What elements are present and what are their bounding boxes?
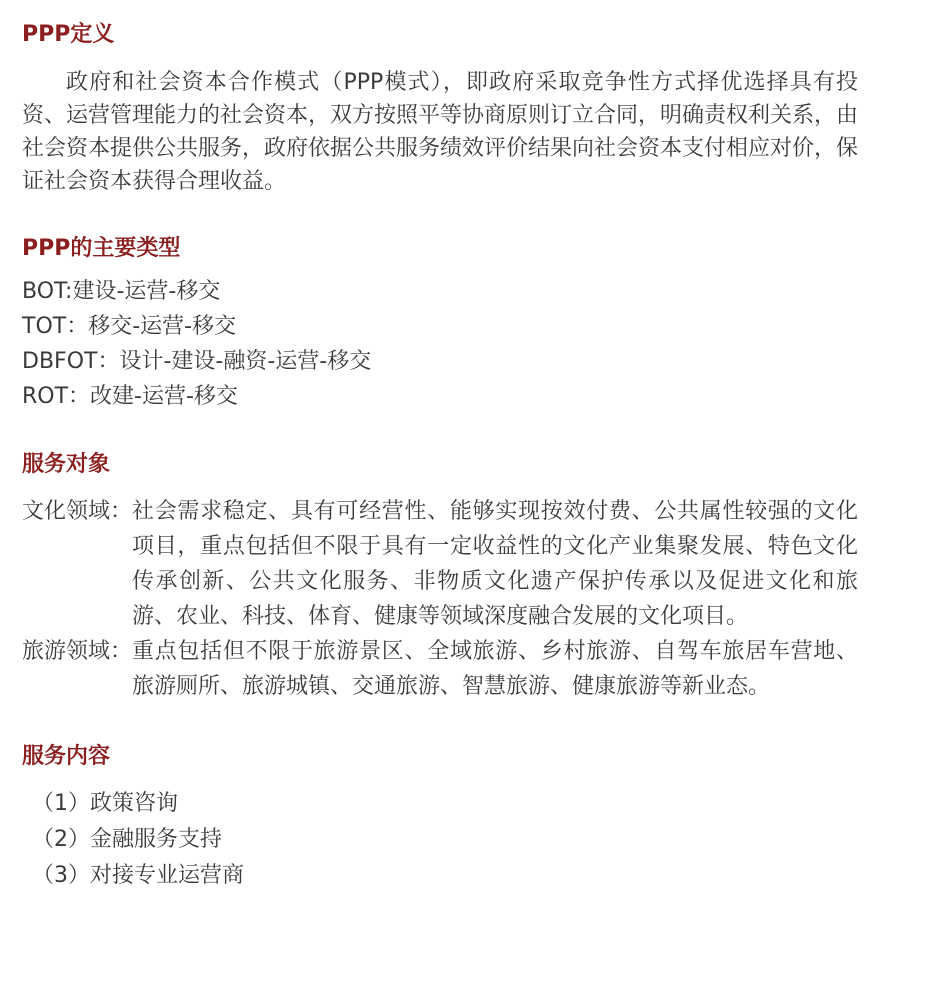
- section-title-types: PPP的主要类型: [22, 236, 181, 261]
- types-list: [22, 274, 940, 414]
- definition-paragraph: 政府和社会资本合作模式（PPP模式），即政府采取竞争性方式择优选择具有投资、运营管理能力的社会资本，双方按照平等协商原则订立合同，明确责权利关系，由社会资本提供公共服务，政府依据公共服务绩效评价结果向社会资本支付相应对价，保证社会资本获得合理收益。: [22, 70, 859, 194]
- list-item: （2）金融服务支持: [32, 827, 222, 852]
- target-label: 文化领域：: [22, 499, 133, 524]
- section-title-targets: 服务对象: [22, 452, 111, 477]
- list-item: （3）对接专业运营商: [32, 863, 244, 888]
- target-description: 重点包括但不限于旅游景区、全域旅游、乡村旅游、自驾车旅居车营地、旅游厕所、旅游城镇、交通旅游、智慧旅游、健康旅游等新业态。: [132, 639, 858, 699]
- list-item: BOT:建设-运营-移交: [22, 279, 221, 304]
- list-item: ROT：改建-运营-移交: [22, 384, 238, 409]
- list-item: DBFOT：设计-建设-融资-运营-移交: [22, 349, 372, 374]
- section-title-definition: PPP定义: [22, 22, 115, 47]
- services-list: [22, 786, 940, 894]
- targets-list: [22, 494, 940, 704]
- list-item: （1）政策咨询: [32, 791, 178, 816]
- section-title-services: 服务内容: [22, 744, 111, 769]
- target-description: 社会需求稳定、具有可经营性、能够实现按效付费、公共属性较强的文化项目，重点包括但不限于具有一定收益性的文化产业集聚发展、特色文化传承创新、公共文化服务、非物质文化遗产保护传承以及促进文化和旅游、农业、科技、体育、健康等领域深度融合发展的文化项目。: [132, 499, 858, 629]
- list-item: TOT：移交-运营-移交: [22, 314, 237, 339]
- target-label: 旅游领域：: [22, 639, 133, 664]
- target-row-culture: [22, 494, 858, 634]
- target-row-tourism: [22, 634, 858, 704]
